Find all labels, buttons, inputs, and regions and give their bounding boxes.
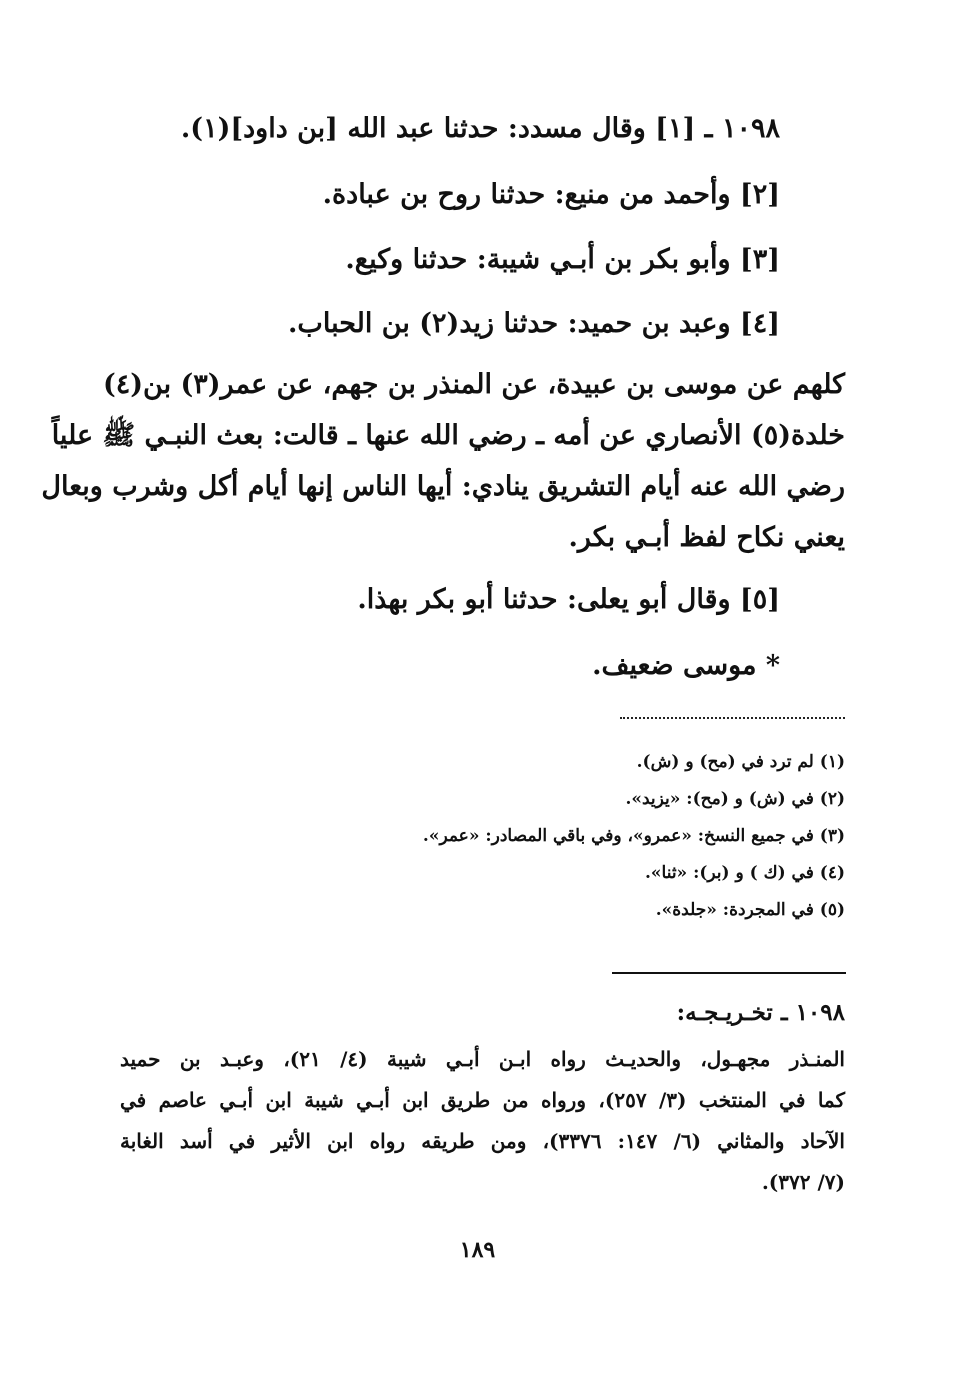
footnote-4: (٤) في (ك ) و (بر): «ثنا». <box>644 863 845 883</box>
footnote-separator <box>620 717 845 719</box>
footnote-2: (٢) في (ش) و (مح): «يزيد». <box>625 789 845 809</box>
footnote-3: (٣) في جميع النسخ: «عمرو»، وفي باقي المصادر: «عمر». <box>422 826 845 846</box>
takhrij-line: كما في المنتخب (٣/ ٢٥٧)، ورواه من طريق ابن أبـي شيبة ابن أبـي عاصم في <box>120 1088 845 1112</box>
matn-line: رضي الله عنه أيام التشريق ينادي: أيها الناس إنها أيام أكل وشرب وبعال <box>41 471 845 502</box>
takhrij-separator <box>612 972 846 974</box>
takhrij-line: (٧/ ٣٧٢). <box>761 1170 845 1194</box>
takhrij-heading: ١٠٩٨ ـ تخـريـجـه: <box>676 999 845 1026</box>
matn-line: يعني نكاح لفظ أبـي بكر. <box>568 522 845 553</box>
footnote-5: (٥) في المجردة: «جلدة». <box>655 900 845 920</box>
page-number: ١٨٩ <box>459 1237 496 1263</box>
isnad-chain-2: [٢] وأحمد من منيع: حدثنا روح بن عبادة. <box>322 179 780 210</box>
hadith-entry-line: ١٠٩٨ ـ [١] وقال مسدد: حدثنا عبد الله [بن داود](١). <box>180 113 780 144</box>
isnad-chain-3: [٣] وأبو بكر بن أبـي شيبة: حدثنا وكيع. <box>345 244 780 275</box>
matn-line: كلهم عن موسى بن عبيدة، عن المنذر بن جهم، عن عمر(٣) بن(٤) <box>102 369 845 400</box>
grading-ruling: * موسى ضعيف. <box>592 650 780 681</box>
isnad-chain-5: [٥] وقال أبو يعلى: حدثنا أبو بكر بهذا. <box>357 584 780 615</box>
takhrij-line: الآحاد والمثاني (٦/ ١٤٧: ٣٣٧٦)، ومن طريقه رواه ابن الأثير في أسد الغابة <box>120 1129 845 1153</box>
footnote-1: (١) لم ترد في (مح) و (ش). <box>636 752 845 772</box>
matn-line: خلدة(٥) الأنصاري عن أمه ـ رضي الله عنها ـ قالت: بعث النبـي ﷺ علياً <box>51 420 845 451</box>
takhrij-line: المنـذر مجهـول، والحديـث رواه ابـن أبـي شيبة (٤/ ٢١)، وعبـد بن حميد <box>120 1047 845 1071</box>
isnad-chain-4: [٤] وعبد بن حميد: حدثنا زيد(٢) بن الحباب. <box>288 308 780 339</box>
